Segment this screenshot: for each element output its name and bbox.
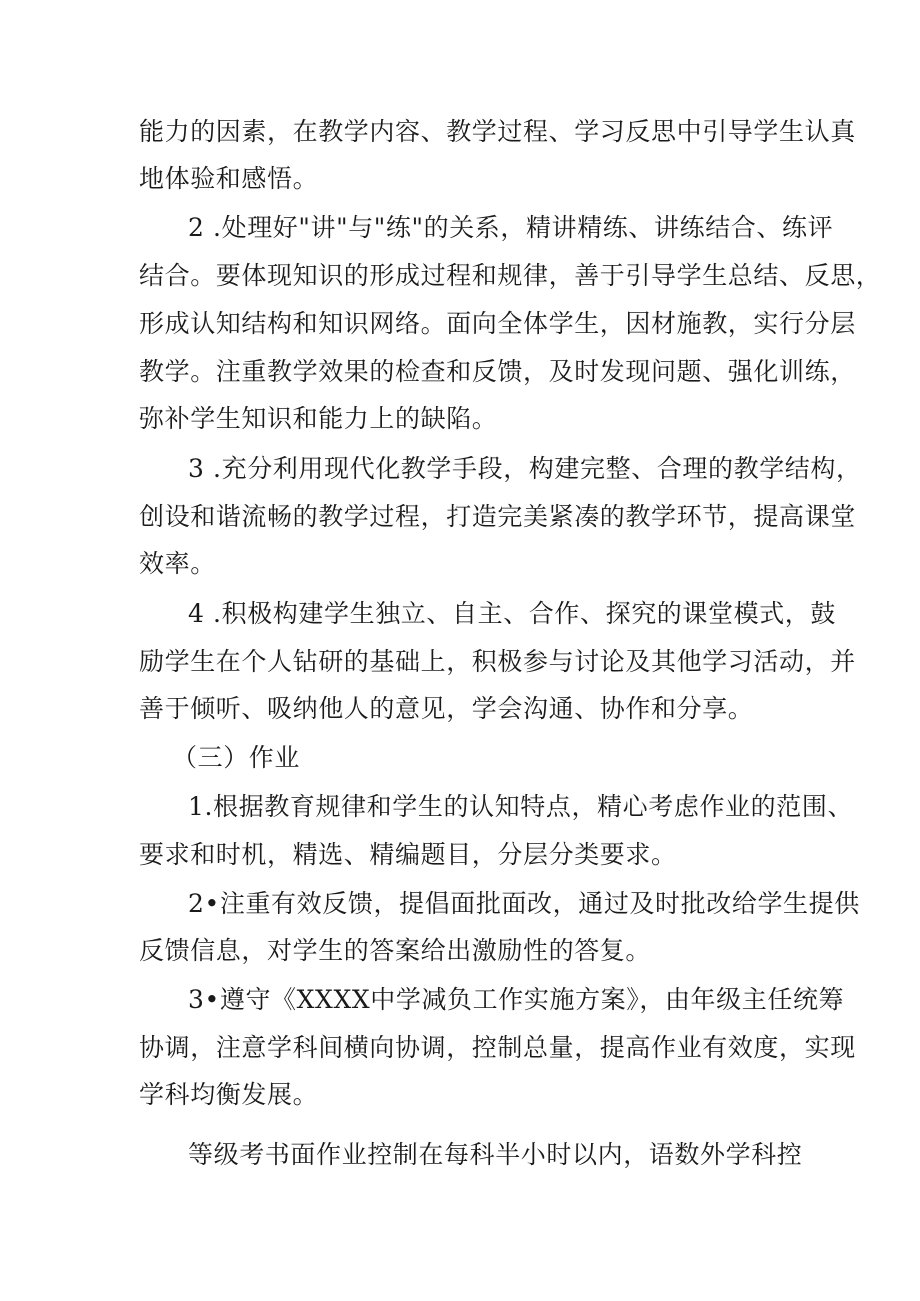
homework-item-2-line: 2•注重有效反馈，提倡面批面改，通过及时批改给学生提供	[188, 889, 860, 918]
list-item-3-line: 3 .充分利用现代化教学手段，构建完整、合理的教学结构，	[188, 454, 862, 483]
paragraph-line: 励学生在个人钻研的基础上，积极参与讨论及其他学习活动，并	[139, 647, 856, 676]
section-heading: （三）作业	[172, 743, 301, 772]
paragraph-line: 协调，注意学科间横向协调，控制总量，提高作业有效度，实现	[139, 1033, 856, 1062]
paragraph-line: 效率。	[139, 549, 216, 578]
paragraph-line: 能力的因素，在教学内容、教学过程、学习反思中引导学生认真	[139, 117, 856, 146]
paragraph-line: 创设和谐流畅的教学过程，打造完美紧凑的教学环节，提高课堂	[139, 502, 856, 531]
paragraph-line: 弥补学生知识和能力上的缺陷。	[139, 404, 498, 433]
paragraph-line: 善于倾听、吸纳他人的意见，学会沟通、协作和分享。	[139, 694, 754, 723]
list-item-4-line: 4 .积极构建学生独立、自主、合作、探究的课堂模式，鼓	[188, 599, 837, 628]
paragraph-line: 形成认知结构和知识网络。面向全体学生，因材施教，实行分层	[139, 309, 856, 338]
paragraph-line: 反馈信息，对学生的答案给出激励性的答复。	[139, 936, 652, 965]
paragraph-line: 等级考书面作业控制在每科半小时以内，语数外学科控	[188, 1140, 803, 1169]
homework-item-3-line: 3•遵守《XXXX中学减负工作实施方案》，由年级主任统筹	[188, 985, 845, 1014]
paragraph-line: 地体验和感悟。	[139, 164, 319, 193]
paragraph-line: 结合。要体现知识的形成过程和规律，善于引导学生总结、反思，	[139, 261, 882, 290]
paragraph-line: 要求和时机，精选、精编题目，分层分类要求。	[139, 840, 677, 869]
homework-item-1-line: 1.根据教育规律和学生的认知特点，精心考虑作业的范围、	[188, 792, 854, 821]
list-item-2-line: 2 .处理好"讲"与"练"的关系，精讲精练、讲练结合、练评	[188, 213, 834, 242]
paragraph-line: 教学。注重教学效果的检查和反馈，及时发现问题、强化训练，	[139, 357, 856, 386]
paragraph-line: 学科均衡发展。	[139, 1080, 319, 1109]
